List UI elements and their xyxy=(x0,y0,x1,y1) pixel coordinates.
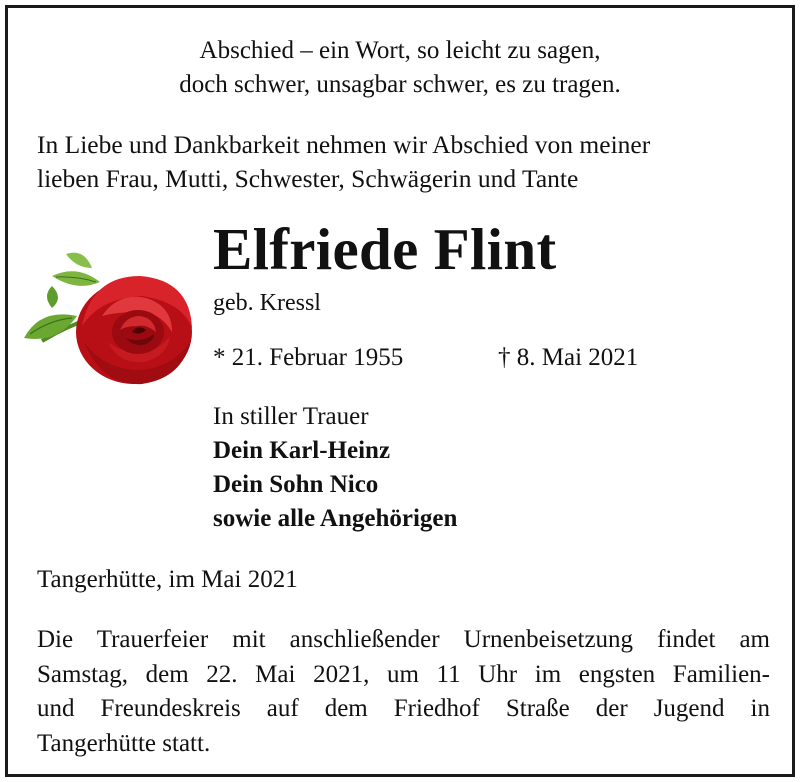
mourners-intro: In stiller Trauer xyxy=(213,403,369,430)
obituary-notice xyxy=(5,5,795,777)
funeral-info-line: Tangerhütte statt. xyxy=(37,729,211,757)
poem-line-1: Abschied – ein Wort, so leicht zu sagen, xyxy=(199,37,601,64)
funeral-info-line: Samstag, dem 22. Mai 2021, um 11 Uhr im engsten Familien- xyxy=(37,660,770,688)
funeral-info-line: Die Trauerfeier mit anschließender Urnenbeisetzung findet am xyxy=(37,626,770,653)
funeral-info-line: und Freundeskreis auf dem Friedhof Straße der Jugend in xyxy=(37,695,770,722)
red-rose-icon xyxy=(22,246,198,396)
mourner-name: Dein Sohn Nico xyxy=(213,471,379,498)
deceased-name: Elfriede Flint xyxy=(213,216,557,282)
birth-date: * 21. Februar 1955 xyxy=(213,344,404,371)
death-date: † 8. Mai 2021 xyxy=(498,344,639,371)
poem-line-2: doch schwer, unsagbar schwer, es zu tragen. xyxy=(179,71,621,98)
birth-name: geb. Kressl xyxy=(213,290,321,316)
intro-line-2: lieben Frau, Mutti, Schwester, Schwägerin und Tante xyxy=(37,164,579,193)
mourner-name: sowie alle Angehörigen xyxy=(213,505,458,532)
place-date: Tangerhütte, im Mai 2021 xyxy=(37,566,298,593)
funeral-info xyxy=(37,623,770,761)
mourner-name: Dein Karl-Heinz xyxy=(213,437,391,464)
intro-line-1: In Liebe und Dankbarkeit nehmen wir Abschied von meiner xyxy=(37,130,651,159)
